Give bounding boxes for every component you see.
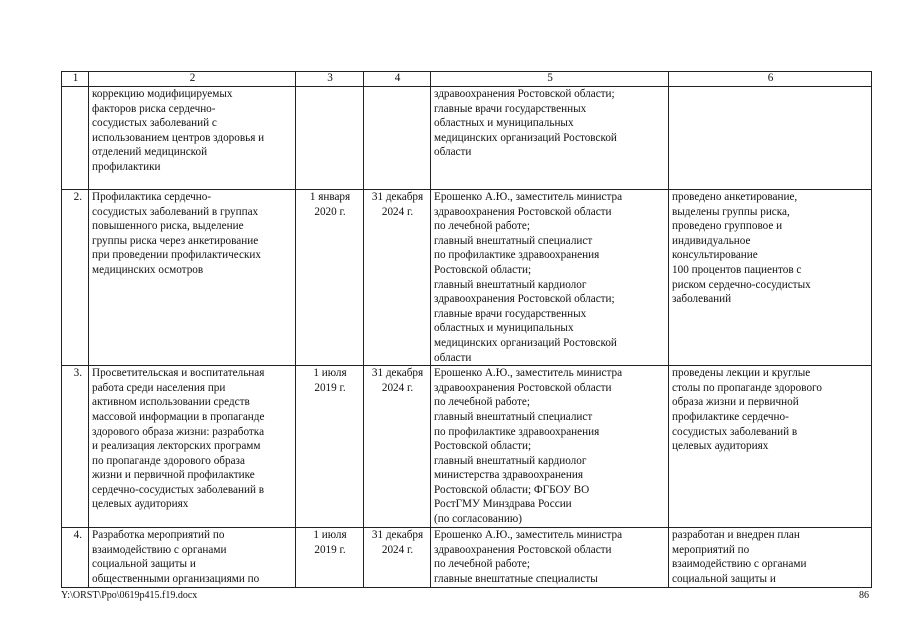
row-number: 4.	[62, 528, 89, 587]
table-row	[62, 190, 872, 366]
result-cell	[669, 87, 872, 190]
footer-file-path: Y:\ORST\Ppo\0619p415.f19.docx	[61, 590, 198, 601]
end-date-cell: 31 декабря 2024 г.	[364, 528, 431, 587]
column-header: 1	[62, 72, 89, 87]
start-date-cell	[296, 87, 364, 190]
activity-cell: Просветительская и воспитательная работа среди населения при активном использовании средств массовой информации в пропаганде здорового образа жизни: разработка и реализация лекторских программ по пропаганде здорового образа жизни и первичной профилактике сердечно-сосудистых заболеваний в целевых аудиториях	[89, 366, 296, 528]
responsible-cell: здравоохранения Ростовской области; главные врачи государственных областных и муниципальных медицинских организаций Ростовской области	[431, 87, 669, 190]
table-row	[62, 366, 872, 528]
result-cell: проведено анкетирование, выделены группы риска, проведено групповое и индивидуальное консультирование 100 процентов пациентов с риском сердечно-сосудистых заболеваний	[669, 190, 872, 366]
table-header-row	[62, 72, 872, 87]
column-header: 6	[669, 72, 872, 87]
column-header: 2	[89, 72, 296, 87]
responsible-cell: Ерошенко А.Ю., заместитель министра здравоохранения Ростовской области по лечебной работе; главный внештатный специалист по профилактике здравоохранения Ростовской области; главный внештатный кардиолог здравоохранения Ростовской области; главные врачи государственных областных и муниципальных медицинских организаций Ростовской области	[431, 190, 669, 366]
activity-cell: коррекцию модифицируемых факторов риска сердечно- сосудистых заболеваний с использованием центров здоровья и отделений медицинской профилактики	[89, 87, 296, 190]
column-header: 4	[364, 72, 431, 87]
activity-cell: Профилактика сердечно- сосудистых заболеваний в группах повышенного риска, выделение группы риска через анкетирование при проведении профилактических медицинских осмотров	[89, 190, 296, 366]
end-date-cell: 31 декабря 2024 г.	[364, 366, 431, 528]
responsible-cell: Ерошенко А.Ю., заместитель министра здравоохранения Ростовской области по лечебной работе; главный внештатный специалист по профилактике здравоохранения Ростовской области; главный внештатный кардиолог министерства здравоохранения Ростовской области; ФГБОУ ВО РостГМУ Минздрава России (по согласованию)	[431, 366, 669, 528]
row-number	[62, 87, 89, 190]
page-number: 86	[859, 590, 869, 601]
row-number: 2.	[62, 190, 89, 366]
measures-table	[61, 71, 872, 588]
start-date-cell: 1 июля 2019 г.	[296, 366, 364, 528]
start-date-cell: 1 января 2020 г.	[296, 190, 364, 366]
end-date-cell	[364, 87, 431, 190]
table-row	[62, 87, 872, 190]
column-header: 5	[431, 72, 669, 87]
result-cell: разработан и внедрен план мероприятий по взаимодействию с органами социальной защиты и	[669, 528, 872, 587]
column-header: 3	[296, 72, 364, 87]
table-row	[62, 528, 872, 587]
end-date-cell: 31 декабря 2024 г.	[364, 190, 431, 366]
start-date-cell: 1 июля 2019 г.	[296, 528, 364, 587]
row-number: 3.	[62, 366, 89, 528]
activity-cell: Разработка мероприятий по взаимодействию с органами социальной защиты и общественными организациями по	[89, 528, 296, 587]
responsible-cell: Ерошенко А.Ю., заместитель министра здравоохранения Ростовской области по лечебной работе; главные внештатные специалисты	[431, 528, 669, 587]
result-cell: проведены лекции и круглые столы по пропаганде здорового образа жизни и первичной профилактике сердечно- сосудистых заболеваний в целевых аудиториях	[669, 366, 872, 528]
